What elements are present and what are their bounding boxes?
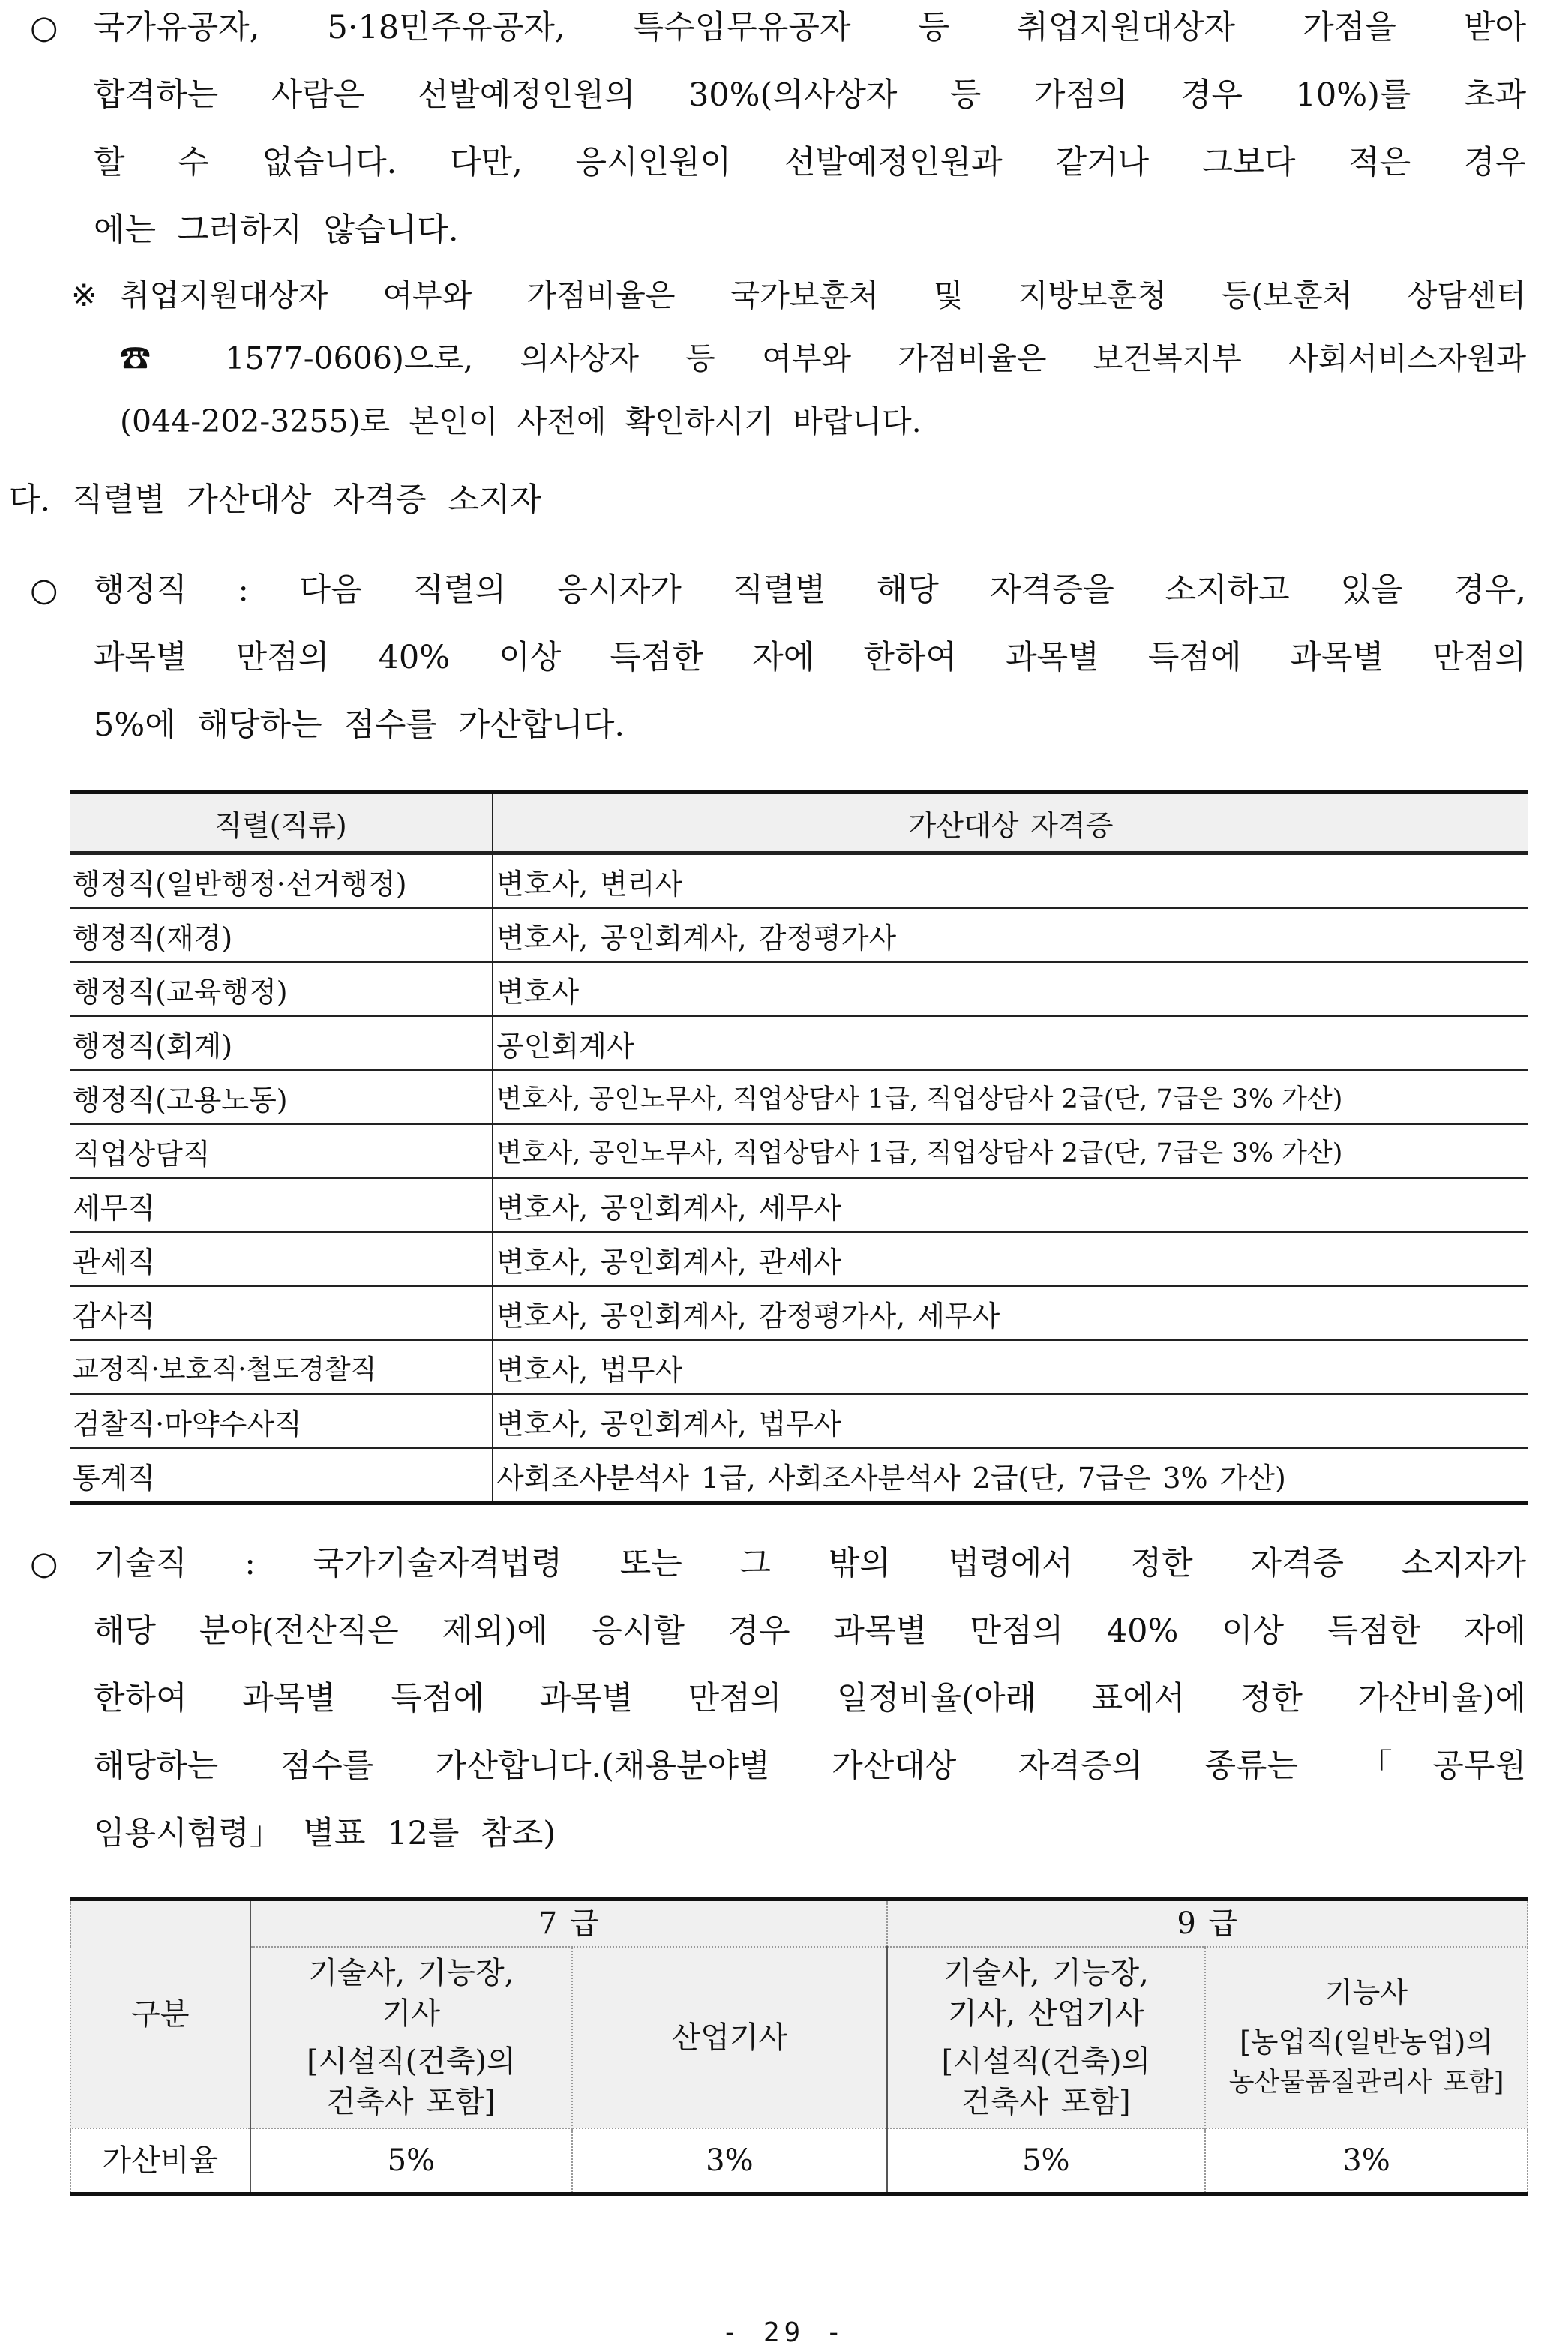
- note-paragraph: [30, 264, 1526, 453]
- rate-cell: 5%: [887, 2128, 1205, 2194]
- table-cell: 행정직(고용노동): [70, 1070, 493, 1124]
- cell-line: [시설직(건축)의: [941, 2044, 1151, 2079]
- rate-cell: 3%: [572, 2128, 886, 2194]
- table-cell: 변호사, 공인회계사, 관세사: [493, 1232, 1528, 1286]
- rate-cell: 3%: [1205, 2128, 1528, 2194]
- table-cell: 변호사, 공인노무사, 직업상담사 1급, 직업상담사 2급(단, 7급은 3% 가산): [493, 1124, 1528, 1178]
- table-cell: 교정직·보호직·철도경찰직: [70, 1340, 493, 1394]
- bullet-circle: ○: [30, 571, 58, 609]
- page-number: - 29 -: [721, 2317, 847, 2348]
- intro-line: 합격하는 사람은 선발예정인원의 30%(의사상자 등 가점의 경우 10%)를 초과: [94, 76, 1526, 114]
- table-row: [70, 1448, 1528, 1504]
- g7-industrial-cell: 산업기사: [572, 1947, 886, 2128]
- tech-line: 해당 분야(전산직은 제외)에 응시할 경우 과목별 만점의 40% 이상 득점한 자에: [94, 1612, 1526, 1650]
- table-cell: 변호사, 법무사: [493, 1340, 1528, 1394]
- table-row: [70, 1232, 1528, 1286]
- table-cell: 행정직(일반행정·선거행정): [70, 853, 493, 909]
- intro-line: 에는 그러하지 않습니다.: [94, 211, 459, 249]
- cell-line: [농업직(일반농업)의: [1239, 2026, 1494, 2059]
- table-cell: 사회조사분석사 1급, 사회조사분석사 2급(단, 7급은 3% 가산): [493, 1448, 1528, 1504]
- section-title: [9, 466, 1505, 534]
- cell-line: 기술사, 기능장,: [308, 1956, 514, 1990]
- cell-line: [시설직(건축)의: [307, 2044, 516, 2079]
- note-mark: ※: [71, 277, 97, 313]
- table-header-row: [70, 1947, 1528, 2128]
- tech-paragraph: [30, 1530, 1526, 1867]
- table-cell: 행정직(회계): [70, 1016, 493, 1070]
- rate-table: [70, 1897, 1528, 2196]
- cell-line: 건축사 포함]: [961, 2085, 1131, 2119]
- note-line: (044-202-3255)로 본인이 사전에 확인하시기 바랍니다.: [120, 403, 922, 439]
- table-cell: 변호사: [493, 962, 1528, 1016]
- table-row: [70, 962, 1528, 1016]
- bullet-circle: ○: [30, 9, 58, 46]
- table-cell: 행정직(교육행정): [70, 962, 493, 1016]
- intro-paragraph: [30, 0, 1526, 264]
- table-row: [70, 908, 1528, 962]
- tech-line: 해당하는 점수를 가산합니다.(채용분야별 가산대상 자격증의 종류는 「공무원: [94, 1747, 1526, 1785]
- table-row: [70, 2128, 1528, 2194]
- table-cell: 감사직: [70, 1286, 493, 1340]
- table-header-row: [70, 1900, 1528, 1948]
- table-cell: 변호사, 공인회계사, 법무사: [493, 1394, 1528, 1448]
- table-cell: 검찰직·마약수사직: [70, 1394, 493, 1448]
- table-row: [70, 1016, 1528, 1070]
- tech-line: 한하여 과목별 득점에 과목별 만점의 일정비율(아래 표에서 정한 가산비율)에: [94, 1680, 1526, 1717]
- note-line: ☎ 1577-0606)으로, 의사상자 등 여부와 가점비율은 보건복지부 사회서비스자원과: [120, 340, 1527, 376]
- table-cell: 통계직: [70, 1448, 493, 1504]
- cell-line: 기능사: [1324, 1976, 1408, 2009]
- section-title-text: 다. 직렬별 가산대상 자격증 소지자: [9, 481, 542, 519]
- table-row: [70, 1070, 1528, 1124]
- g9-craftsman-cell: [1205, 1947, 1528, 2128]
- row-label-cell: 구분: [70, 1900, 250, 2129]
- cell-line: 기사, 산업기사: [948, 1996, 1144, 2031]
- tech-line: 기술직 : 국가기술자격법령 또는 그 밖의 법령에서 정한 자격증 소지자가: [94, 1545, 1526, 1582]
- certificate-table: [70, 790, 1528, 1505]
- table-row: [70, 1394, 1528, 1448]
- table-cell: 직업상담직: [70, 1124, 493, 1178]
- table-cell: 변호사, 공인회계사, 감정평가사, 세무사: [493, 1286, 1528, 1340]
- table-row: [70, 1340, 1528, 1394]
- table-cell: 변호사, 공인회계사, 감정평가사: [493, 908, 1528, 962]
- table-cell: 변호사, 변리사: [493, 853, 1528, 909]
- grade-9-header: 9 급: [887, 1900, 1528, 1948]
- table-header-cell: 직렬(직류): [70, 793, 493, 853]
- g9-certificate-cell: [887, 1947, 1205, 2128]
- cell-line: 건축사 포함]: [326, 2085, 496, 2119]
- table-row: [70, 1124, 1528, 1178]
- table-cell: 공인회계사: [493, 1016, 1528, 1070]
- table-cell: 행정직(재경): [70, 908, 493, 962]
- admin-paragraph: [30, 556, 1526, 759]
- tech-line: 임용시험령」 별표 12를 참조): [94, 1815, 556, 1852]
- table-cell: 세무직: [70, 1178, 493, 1232]
- table-header-cell: 가산대상 자격증: [493, 793, 1528, 853]
- table-header-row: [70, 793, 1528, 853]
- intro-line: 할 수 없습니다. 다만, 응시인원이 선발예정인원과 같거나 그보다 적은 경우: [94, 144, 1526, 181]
- table-row: [70, 853, 1528, 909]
- admin-line: 행정직 : 다음 직렬의 응시자가 직렬별 해당 자격증을 소지하고 있을 경우,: [94, 571, 1526, 609]
- admin-line: 과목별 만점의 40% 이상 득점한 자에 한하여 과목별 득점에 과목별 만점의: [94, 639, 1526, 676]
- cell-line: 기술사, 기능장,: [943, 1956, 1149, 1990]
- rate-label-cell: 가산비율: [70, 2128, 250, 2194]
- rate-cell: 5%: [250, 2128, 572, 2194]
- bullet-circle: ○: [30, 1545, 58, 1582]
- table-cell: 변호사, 공인노무사, 직업상담사 1급, 직업상담사 2급(단, 7급은 3% 가산): [493, 1070, 1528, 1124]
- cell-line: 농산물품질관리사 포함]: [1228, 2068, 1504, 2098]
- table-cell: 관세직: [70, 1232, 493, 1286]
- table-row: [70, 1286, 1528, 1340]
- table-row: [70, 1178, 1528, 1232]
- intro-line: 국가유공자, 5·18민주유공자, 특수임무유공자 등 취업지원대상자 가점을 받아: [94, 9, 1526, 46]
- admin-line: 5%에 해당하는 점수를 가산합니다.: [94, 706, 625, 744]
- cell-line: 기사: [382, 1996, 441, 2031]
- note-line: 취업지원대상자 여부와 가점비율은 국가보훈처 및 지방보훈청 등(보훈처 상담센터: [120, 277, 1526, 313]
- grade-7-header: 7 급: [250, 1900, 887, 1948]
- g7-certificate-cell: [250, 1947, 572, 2128]
- table-cell: 변호사, 공인회계사, 세무사: [493, 1178, 1528, 1232]
